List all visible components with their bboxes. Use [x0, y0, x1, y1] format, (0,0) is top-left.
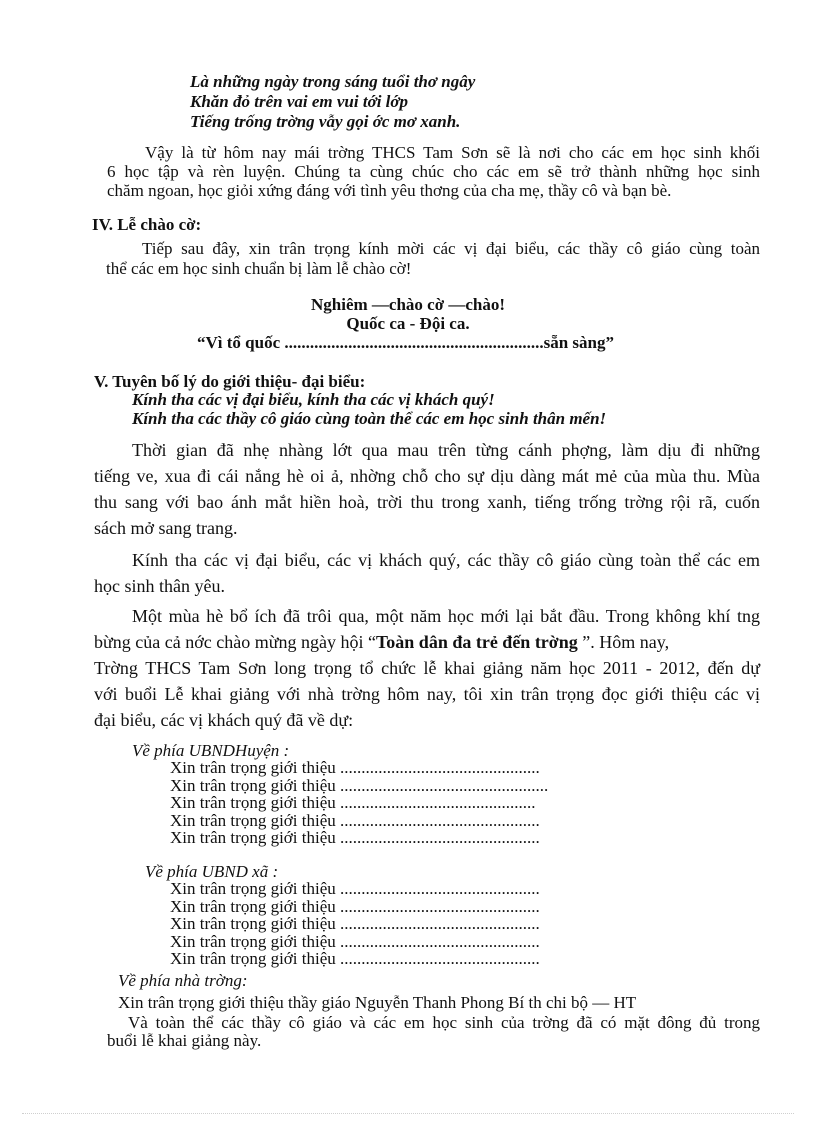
closing-line: Và toàn thể các thầy cô giáo và các em học sinh của trờng đã có mặt đông đủ trong [128, 1013, 760, 1032]
list-item: Xin trân trọng giới thiệu ............................................... [170, 949, 540, 968]
list-item: Xin trân trọng giới thiệu ............................................... [170, 758, 540, 777]
list-item: Xin trân trọng giới thiệu ............................................... [170, 828, 540, 847]
campaign-slogan: Toàn dân đa trẻ đến trờng [375, 632, 583, 652]
poem [190, 72, 475, 132]
district-list [170, 759, 548, 847]
text-run: ”. Hôm nay, [582, 632, 670, 652]
section-4-line: Tiếp sau đây, xin trân trọng kính mời các vị đại biểu, các thầy cô giáo cùng toàn [142, 239, 760, 258]
anthem-line: Quốc ca - Đội ca. [346, 314, 470, 333]
list-item: Xin trân trọng giới thiệu ............................................... [170, 914, 540, 933]
paragraph-line: Một mùa hè bổ ích đã trôi qua, một năm học mới lại bắt đầu. Trong không khí tng [132, 606, 760, 626]
paragraph-line: đại biểu, các vị khách quý đã về dự: [94, 710, 354, 730]
list-item: Xin trân trọng giới thiệu ............................................... [170, 896, 540, 916]
paragraph-line: với buổi Lễ khai giảng với nhà trờng hôm nay, tôi xin trân trọng đọc giới thiệu các vị [94, 684, 760, 704]
section-4-heading: IV. Lễ chào cờ: [92, 215, 202, 234]
school-heading: Về phía nhà trờng: [118, 971, 248, 990]
list-item: Xin trân trọng giới thiệu .............................................. [170, 793, 536, 812]
greeting-line: Kính tha các vị đại biểu, kính tha các vị khách quý! [132, 390, 495, 409]
list-item: Xin trân trọng giới thiệu ................................................. [170, 775, 549, 795]
paragraph-line: sách mở sang trang. [94, 518, 238, 538]
section-4-line: thể các em học sinh chuẩn bị làm lễ chào cờ! [106, 259, 412, 278]
greeting-line: Kính tha các thầy cô giáo cùng toàn thể các em học sinh thân mến! [132, 409, 607, 428]
school-intro: Xin trân trọng giới thiệu thầy giáo Nguyễn Thanh Phong Bí th chi bộ — HT [118, 993, 637, 1012]
list-item: Xin trân trọng giới thiệu ............................................... [170, 879, 540, 898]
paragraph-line: Kính tha các vị đại biểu, các vị khách quý, các thầy cô giáo cùng toàn thể các em [132, 550, 760, 570]
paragraph-line: Trờng THCS Tam Sơn long trọng tổ chức lễ khai giảng năm học 2011 - 2012, đến dự [94, 658, 760, 678]
text-run: bừng của cả nớc chào mừng ngày hội “ [94, 632, 376, 652]
paragraph-line: tiếng ve, xua đi cái nắng hè oi ả, nhờng chỗ cho sự dịu dàng mát mẻ của mùa thu. Mùa [94, 466, 760, 486]
pledge-line: “Vì tổ quốc .............................................................sẵn sàng” [197, 333, 615, 352]
paragraph-line: Vậy là từ hôm nay mái trờng THCS Tam Sơn sẽ là nơi cho các em học sinh khối [145, 143, 760, 162]
list-item: Xin trân trọng giới thiệu ............................................... [170, 931, 540, 951]
poem-line: Tiếng trống trờng vẫy gọi ớc mơ xanh. [190, 112, 461, 131]
commune-list [170, 880, 540, 968]
section-5-heading: V. Tuyên bố lý do giới thiệu- đại biểu: [94, 372, 366, 391]
list-item: Xin trân trọng giới thiệu ............................................... [170, 810, 540, 830]
paragraph-line: thu sang với bao ánh mắt hiền hoà, trời thu trong xanh, tiếng trống trờng rội rã, cuốn [94, 492, 760, 512]
poem-line: Khăn đỏ trên vai em vui tới lớp [190, 92, 409, 111]
commune-heading: Về phía UBND xã : [145, 862, 279, 881]
paragraph-line: học sinh thân yêu. [94, 576, 225, 596]
paragraph-line: chăm ngoan, học giỏi xứng đáng với tình yêu thơng của cha mẹ, thầy cô và bạn bè. [107, 181, 672, 200]
closing-line: buổi lễ khai giảng này. [107, 1031, 262, 1050]
ceremony-command: Nghiêm —chào cờ —chào! [310, 295, 506, 314]
paragraph-line [94, 629, 760, 655]
paragraph-line: Thời gian đã nhẹ nhàng lớt qua mau trên từng cánh phợng, làm dịu đi những [132, 440, 760, 460]
poem-line: Là những ngày trong sáng tuổi thơ ngây [190, 72, 476, 91]
paragraph-line: 6 học tập và rèn luyện. Chúng ta cùng chúc cho các em sẽ trở thành những học sinh [107, 162, 760, 181]
footer-divider [22, 1113, 794, 1114]
district-heading: Về phía UBNDHuyện : [132, 741, 290, 760]
